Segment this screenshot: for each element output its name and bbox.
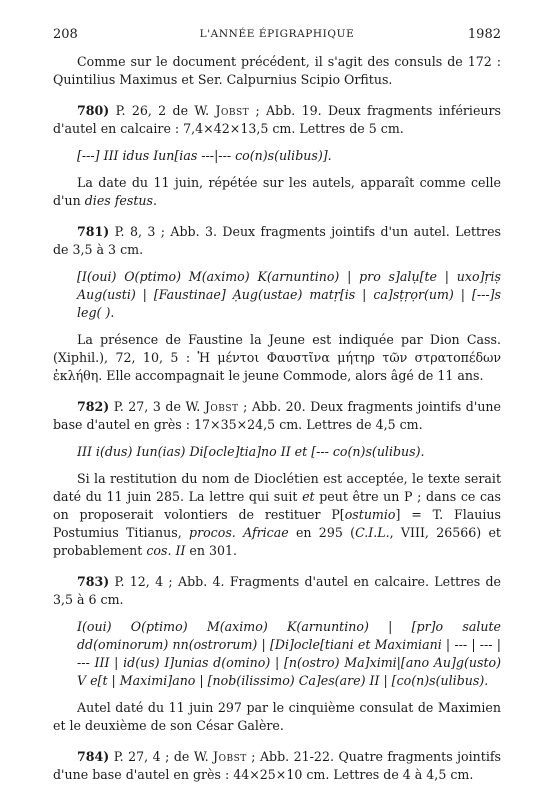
intro-paragraph: Comme sur le document précédent, il s'agit des consuls de 172 : Quintilius Maximus et Ser. Calpurnius Scipio Orfitus. — [53, 54, 501, 87]
entry-780 — [53, 102, 501, 210]
entry-781-description: 781) P. 8, 3 ; Abb. 3. Deux fragments jointifs d'un autel. Lettres de 3,5 à 3 cm. — [53, 224, 501, 257]
author-name: Jobst — [204, 399, 239, 414]
header-year: 1982 — [467, 27, 501, 42]
entry-780-number: 780) — [77, 103, 110, 118]
page — [53, 27, 501, 784]
entry-782-comment: Si la restitution du nom de Dioclétien est acceptée, le texte serait daté du 11 juin 285. La lettre qui suit et peut être un P ; dans ce cas on proposerait volontiers de restituer P[ostumio] = T. Flauius Postumius Titianus, procos. Africae en 295 (C.I.L., VIII, 26566) et probablement cos. II en 301. — [53, 471, 501, 558]
entry-782 — [53, 398, 501, 560]
entry-783 — [53, 573, 501, 735]
author-name: Jobst — [213, 749, 247, 764]
entry-783-comment: Autel daté du 11 juin 297 par le cinquième consulat de Maximien et le deuxième de son César Galère. — [53, 700, 501, 733]
entry-780-inscription: [---] III idus Iun[ias ---|--- co(n)s(ulibus)]. — [77, 148, 332, 163]
entry-782-inscription: III i(dus) Iun(ias) Di[ocle]tia]no II et [--- co(n)s(ulibus). — [77, 444, 425, 459]
entry-782-description: 782) P. 27, 3 de W. Jobst ; Abb. 20. Deux fragments jointifs d'une base d'autel en grès : 17×35×24,5 cm. Lettres de 4,5 cm. — [53, 399, 501, 432]
entry-783-number: 783) — [77, 574, 110, 589]
running-header — [53, 27, 501, 47]
entry-784-description: 784) P. 27, 4 ; de W. Jobst ; Abb. 21-22. Quatre fragments jointifs d'une base d'autel en grès : 44×25×10 cm. Lettres de 4 à 4,5 cm. — [53, 749, 501, 782]
entry-781-inscription: [I(oui) O(ptimo) M(aximo) K(arnuntino) | pro s]alụ[te | uxo]ṛiṣ Aug(usti) | [Faustinae] Ạug(ustae) matṛ[is | ca]sṭṛọr(um) | [---]s leg( ). — [77, 269, 501, 320]
running-title: L'ANNÉE ÉPIGRAPHIQUE — [199, 28, 355, 40]
author-name: Jobst — [215, 103, 250, 118]
entry-781-number: 781) — [77, 224, 110, 239]
entry-784-number: 784) — [77, 749, 110, 764]
entry-781 — [53, 223, 501, 385]
page-number: 208 — [53, 27, 78, 42]
entry-783-description: 783) P. 12, 4 ; Abb. 4. Fragments d'autel en calcaire. Lettres de 3,5 à 6 cm. — [53, 574, 501, 607]
entry-783-inscription: I(oui) O(ptimo) M(aximo) K(arnuntino) | [pr]o salute dd(ominorum) nn(ostrorum) | [Di]ocle[tiani et Maximiani | --- | --- | --- III | id(us) I]unias d(omino) | [n(ostro) Ma]ximi|[ano Au]g(usto) V e[t | Maximi]ano | [nob(ilissimo) Ca]es(are) II | [co(n)s(ulibus). — [77, 619, 501, 688]
entry-780-comment: La date du 11 juin, répétée sur les autels, apparaît comme celle d'un dies festus. — [53, 175, 501, 208]
entry-780-description: 780) P. 26, 2 de W. Jobst ; Abb. 19. Deux fragments inférieurs d'autel en calcaire : 7,4×42×13,5 cm. Lettres de 5 cm. — [53, 103, 501, 136]
entry-784 — [53, 748, 501, 784]
entry-781-comment: La présence de Faustine la Jeune est indiquée par Dion Cass. (Xiphil.), 72, 10, 5 : Ἡ μέντοι Φαυστῖνα μήτηρ τῶν στρατοπέδων ἐκλήθη. Elle accompagnait le jeune Commode, alors âgé de 11 ans. — [53, 332, 501, 383]
entry-782-number: 782) — [77, 399, 110, 414]
